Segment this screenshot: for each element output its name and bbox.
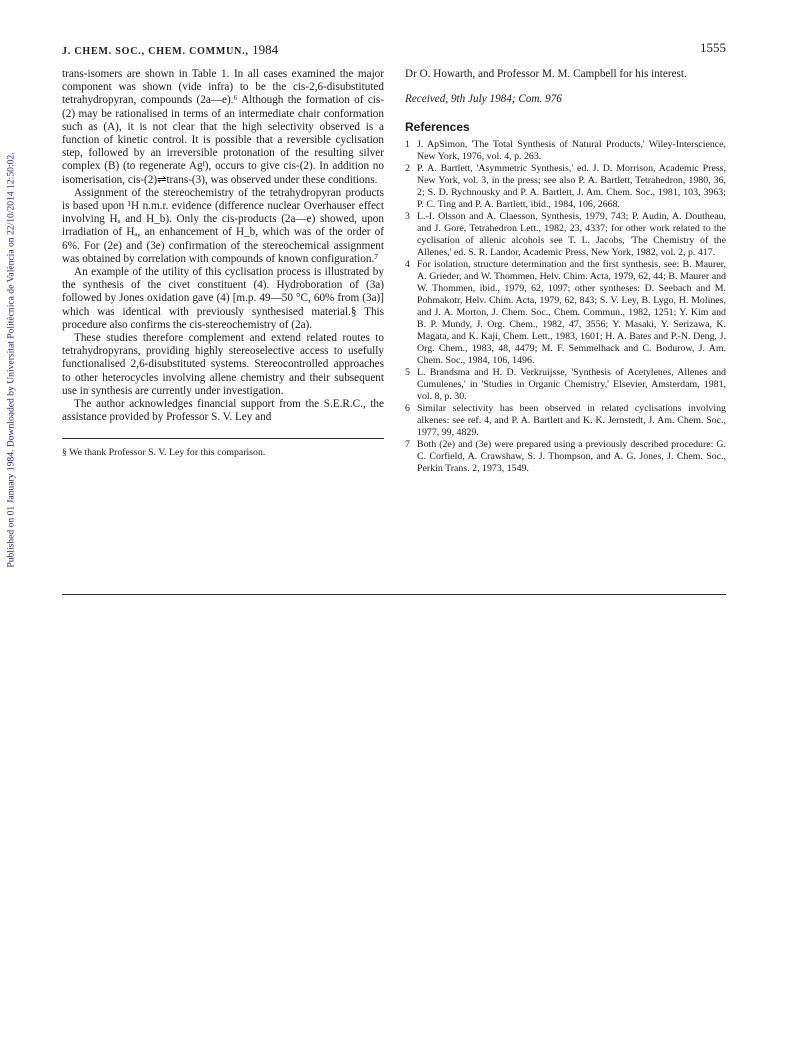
reference-item: 4 For isolation, structure determination and the first synthesis, see: B. Maurer, A. Grieder, and W. Thommen, Helv. Chim. Acta, 1979, 62, 44; B. Maurer and W. Thommen, ibid., 1979, 62, 1097; other syntheses: D. Seebach and M. Pohmakotr, Helv. Chim. Acta, 1979, 62, 843; S. V. Ley, B. Lygo, H. Molines, and J. A. Morton, J. Chem. Soc., Chem. Commun., 1982, 1251; Y. Kim and B. P. Mundy, J. Org. Chem., 1982, 47, 3556; Y. Masaki, Y. Serizawa, K. Magata, and K. Kaji, Chem. Lett., 1983, 1601; H. A. Bates and P.-N. Deng, J. Org. Chem., 1983, 48, 4479; M. F. Semmelhack and C. Bodurow, J. Am. Chem. Soc., 1984, 106, 1496. [405,258,726,366]
page-bottom-rule [62,594,726,595]
reference-list [405,139,726,475]
page-number: 1555 [700,40,726,55]
reference-item: 7 Both (2e) and (3e) were prepared using a previously described procedure: G. C. Corfield, A. Crawshaw, S. J. Thompson, and A. G. Jones, J. Chem. Soc., Perkin Trans. 2, 1973, 1549. [405,438,726,474]
footnote: § We thank Professor S. V. Ley for this comparison. [62,447,266,459]
paragraph-acknowledgement-continued: Dr O. Howarth, and Professor M. M. Campbell for his interest. [405,68,687,80]
reference-item: 1 J. ApSimon, 'The Total Synthesis of Natural Products,' Wiley-Interscience, New York, 1976, vol. 4, p. 263. [405,138,726,162]
download-notice: Published on 01 January 1984. Downloaded by Universitat Politècnica de València on 22/10/2014 12:50:02. [5,152,17,568]
reference-item: 6 Similar selectivity has been observed in related cyclisations involving alkenes: see ref. 4, and P. A. Bartlett and K. K. Jernstedt, J. Am. Chem. Soc., 1977, 99, 4829. [405,402,726,438]
footnote-divider [62,438,384,439]
left-column [62,68,384,459]
journal-name: J. CHEM. SOC., CHEM. COMMUN., [62,46,249,57]
paragraph-stereochemistry: Assignment of the stereochemistry of the tetrahydropyran products is based upon ¹H n.m.r. evidence (difference nuclear Overhauser effect involving Hₐ and H_b). Only the cis-products (2a—e) showed, upon irradiation of Hₐ, an enhancement of H_b, which was of the order of 6%. For (2e) and (3e) confirmation of the stereochemical assignment was obtained by correlation with compounds of known configuration.⁷ [62,186,384,265]
download-watermark [0,0,22,720]
paragraph-civet-synthesis: An example of the utility of this cyclisation process is illustrated by the synthesis of the civet constituent (4). Hydroboration of (3a) followed by Jones oxidation gave (4) [m.p. 49—50 °C, 60% from (3a)] which was identical with previously synthesised material.§ This procedure also confirms the cis-stereochemistry of (2a). [62,266,384,331]
paragraph-acknowledgement: The author acknowledges financial support from the S.E.R.C., the assistance provided by Professor S. V. Ley and [62,398,384,424]
paragraph-results: trans-isomers are shown in Table 1. In all cases examined the major component was shown (vide infra) to be the cis-2,6-disubstituted tetrahydropyran, compounds (2a—e).⁶ Although the formation of cis-(2) may be rationalised in terms of an intermediate chair conformation such as (A), it is not clear that the high selectivity observed is a function of kinetic control. It is possible that a reversible cyclisation step, followed by an irreversible protonation of the resulting silver complex (B) (to regenerate Agᴵ), occurs to give cis-(2). In addition no isomerisation, cis-(2)⇌trans-(3), was observed under these conditions. [62,68,384,186]
reference-item: 2 P. A. Bartlett, 'Asymmetric Synthesis,' ed. J. D. Morrison, Academic Press, New York, vol. 3, in the press; see also P. A. Bartlett, Tetrahedron, 1980, 36, 2; S. D. Rychnousky and P. A. Bartlett, J. Am. Chem. Soc., 1981, 103, 3963; P. C. Ting and P. A. Bartlett, ibid., 1984, 106, 2668. [405,162,726,210]
reference-item: 3 L.-I. Olsson and A. Claesson, Synthesis, 1979, 743; P. Audin, A. Doutheau, and J. Gore, Tetrahedron Lett., 1982, 23, 4337; for other work related to the cyclisation of allenic alcohols see T. L. Jacobs, 'The Chemistry of the Allenes,' ed. S. R. Landor, Academic Press, New York, 1982, vol. 2, p. 417. [405,210,726,258]
paragraph-conclusion: These studies therefore complement and extend related routes to tetrahydropyrans, providing highly stereoselective access to usefully functionalised 2,6-disubstituted systems. Stereocontrolled approaches to other heterocycles involving allene chemistry and their subsequent use in synthesis are currently under investigation. [62,332,384,397]
right-column [405,68,726,475]
references-heading: References [405,120,470,135]
journal-year: 1984 [252,42,279,57]
page-header [62,42,726,58]
journal-title [62,42,278,58]
received-date: Received, 9th July 1984; Com. 976 [405,93,562,106]
reference-item: 5 L. Brandsma and H. D. Verkruijsse, 'Synthesis of Acetylenes, Allenes and Cumulenes,' in 'Studies in Organic Chemistry,' Elsevier, Amsterdam, 1981, vol. 8, p. 30. [405,366,726,402]
